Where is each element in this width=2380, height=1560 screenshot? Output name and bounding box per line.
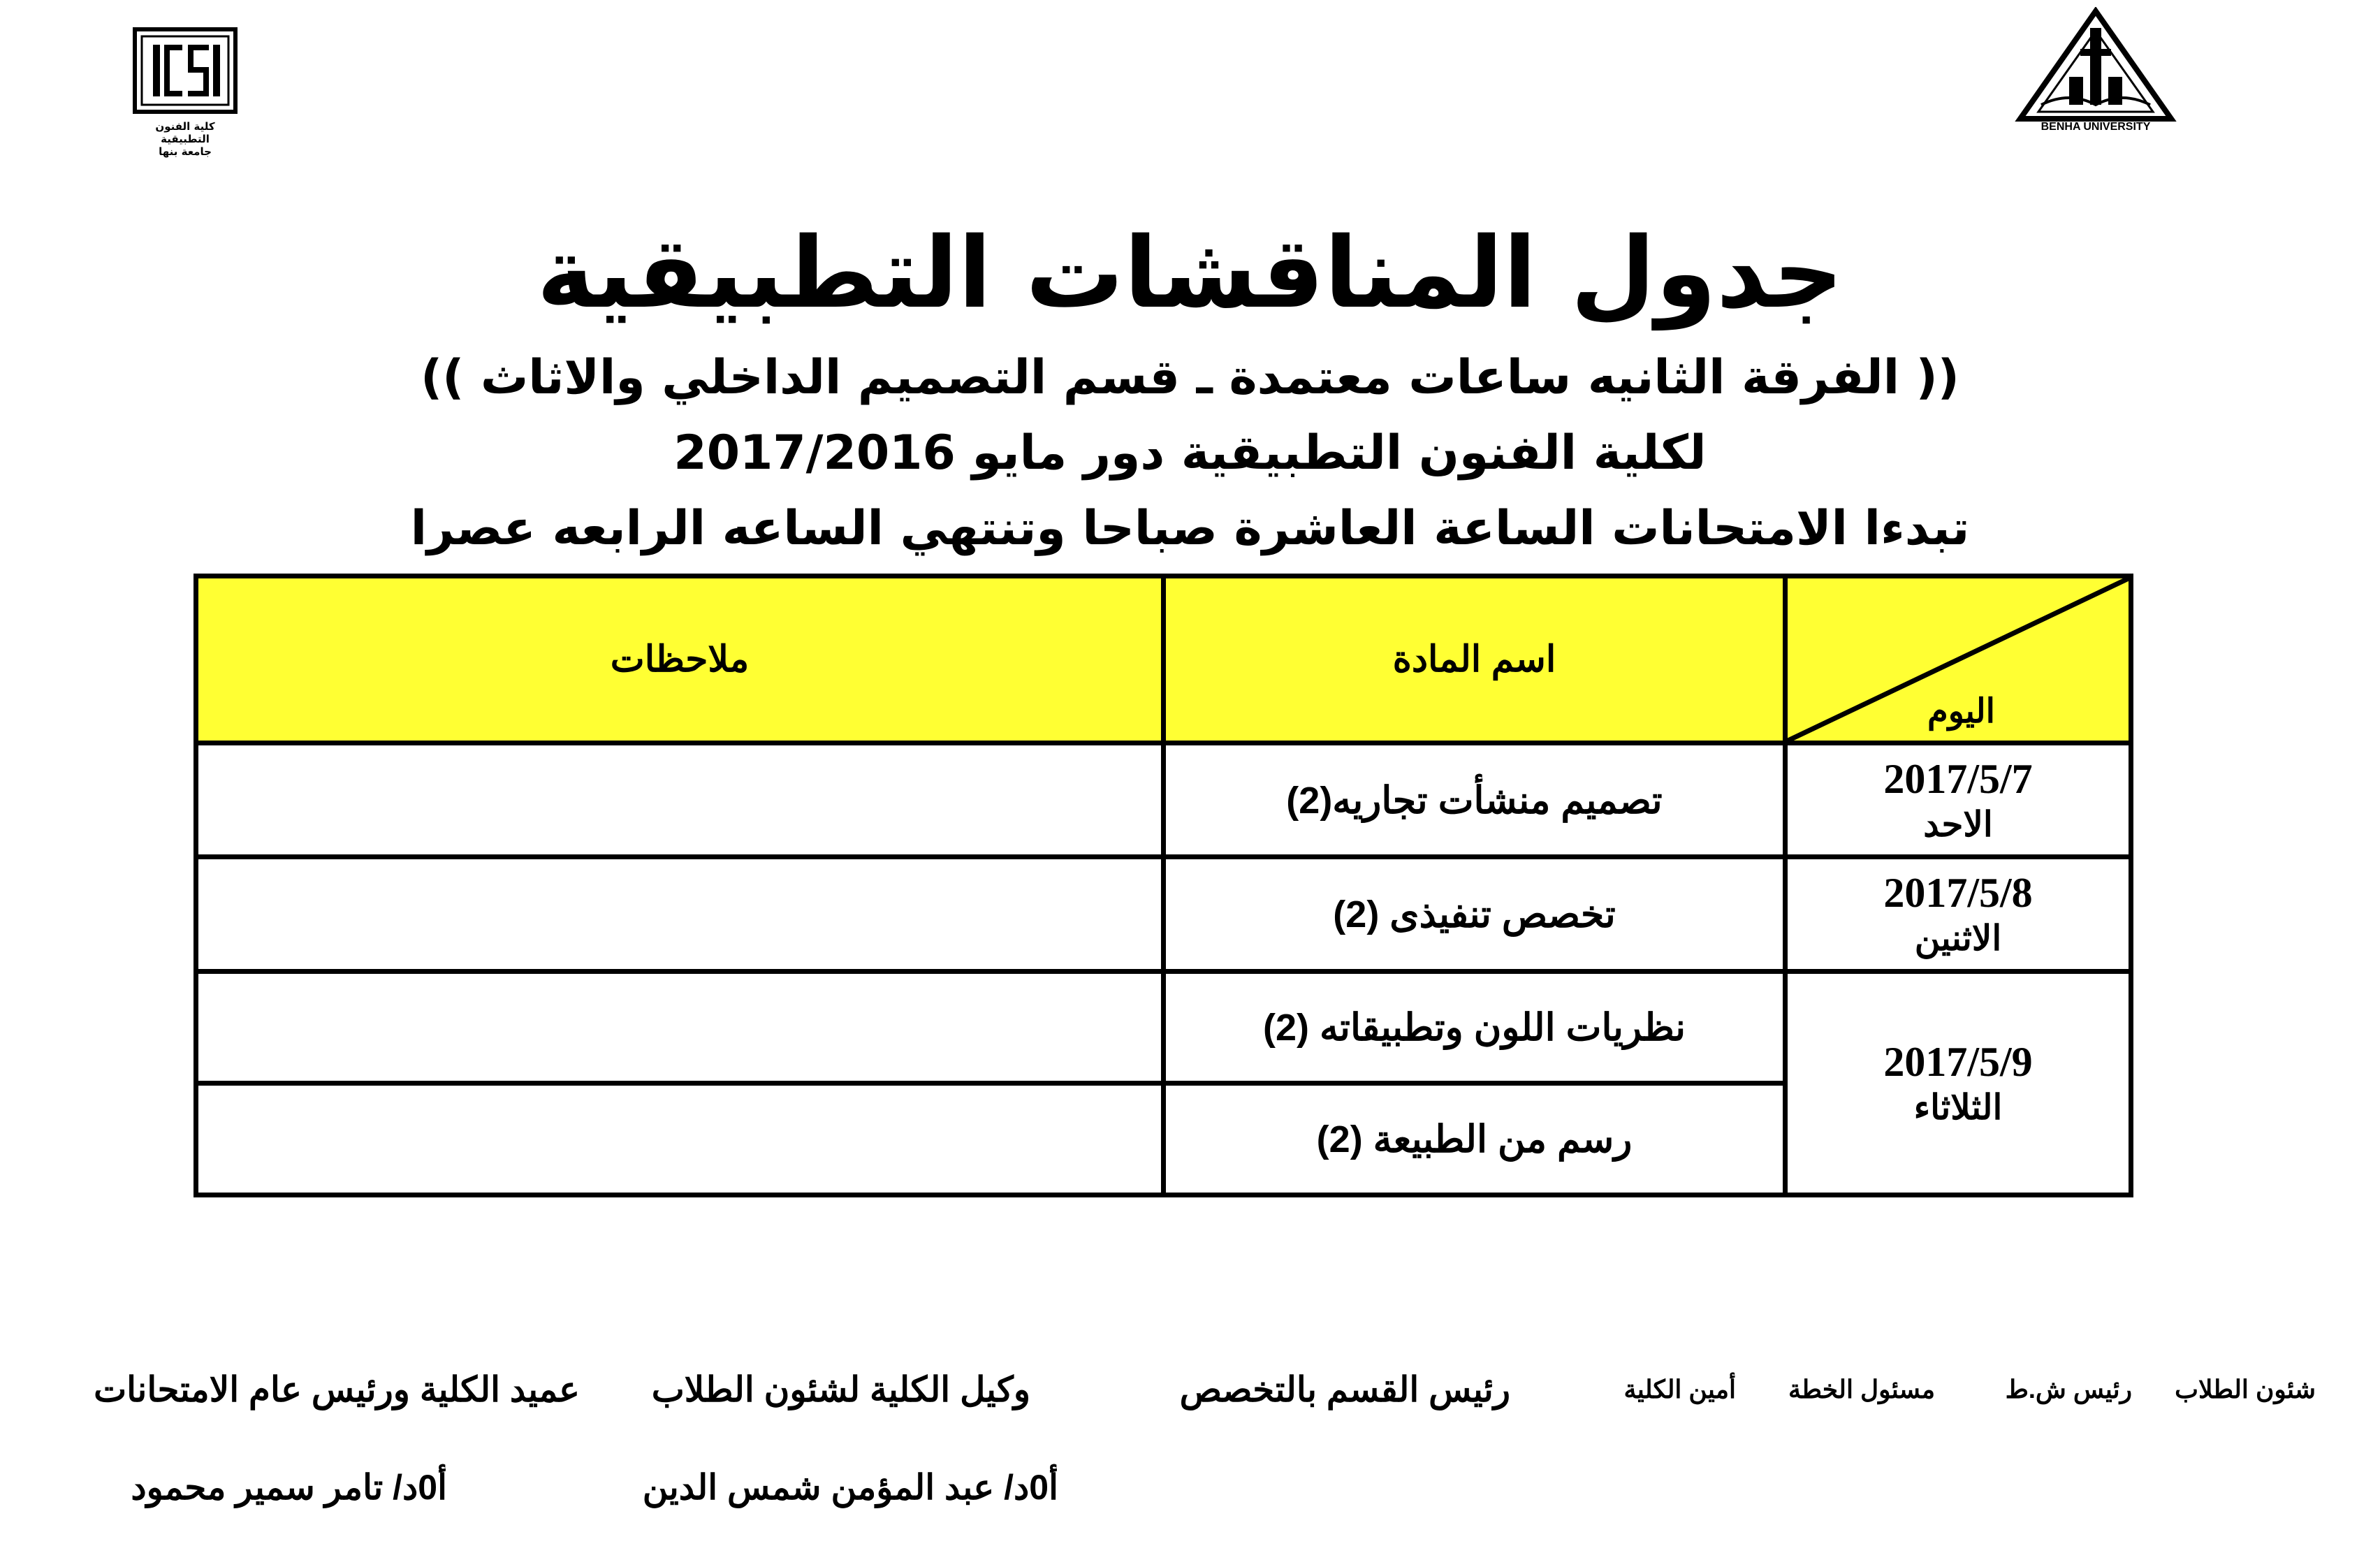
page-title: جدول المناقشات التطبيقية (536, 217, 1844, 330)
subject-cell: نظريات اللون وتطبيقاته (2) (1164, 971, 1786, 1083)
day-header-label: اليوم (1927, 693, 1995, 731)
subject-cell: تصميم منشأت تجاريه(2) (1164, 743, 1786, 857)
schedule-table (194, 574, 2133, 1197)
subtitle-exam-hours: تبدءا الامتحانات الساعة العاشرة صباحا وتنتهي الساعه الرابعه عصرا (410, 501, 1970, 556)
university-logo-text: BENHA UNIVERSITY (2040, 121, 2151, 133)
subject-cell: تخصص تنفيذى (2) (1164, 857, 1786, 971)
table-row (196, 857, 2131, 971)
exam-date: 2017/5/7 (1883, 755, 2033, 802)
faculty-logo-caption: كلية الفنون التطبيقية (155, 120, 215, 145)
signature-dean-name: أ0د/ تامر سمير محمود (131, 1468, 447, 1507)
signature-plan-officer-title: مسئول الخطة (1788, 1375, 1935, 1404)
signature-vice-dean-name: أ0د/ عبد المؤمن شمس الدين (642, 1468, 1058, 1507)
signature-head-sht-title: رئيس ش.ط (2005, 1375, 2132, 1404)
faculty-emblem-icon (129, 27, 241, 117)
exam-day: الثلاثاء (1913, 1087, 2003, 1127)
table-header-row (196, 576, 2131, 743)
exam-day: الاثنين (1914, 919, 2002, 958)
subtitle-session: لكلية الفنون التطبيقية دور مايو 2017/2016 (673, 425, 1707, 481)
day-cell (1786, 743, 2131, 857)
subject-header: اسم المادة (1164, 576, 1786, 743)
day-header (1786, 576, 2131, 743)
signature-secretary-title: أمين الكلية (1623, 1375, 1736, 1404)
benha-university-emblem-icon (2013, 7, 2178, 133)
exam-date: 2017/5/9 (1883, 1038, 2033, 1085)
notes-cell (196, 743, 1164, 857)
faculty-logo (129, 27, 241, 166)
university-logo-caption: جامعة بنها (159, 145, 212, 158)
signature-dept-head-title: رئيس القسم بالتخصص (1179, 1370, 1510, 1409)
day-cell (1786, 971, 2131, 1195)
notes-cell (196, 1083, 1164, 1195)
table-row (196, 743, 2131, 857)
notes-cell (196, 971, 1164, 1083)
university-logo (2013, 7, 2178, 133)
subject-cell: رسم من الطبيعة (2) (1164, 1083, 1786, 1195)
subtitle-department: (( الفرقة الثانيه ساعات معتمدة ـ قسم التصميم الداخلي والاثاث )) (421, 350, 1959, 405)
day-cell (1786, 857, 2131, 971)
signature-student-affairs-title: شئون الطلاب (2175, 1375, 2316, 1404)
signature-dean-title: عميد الكلية ورئيس عام الامتحانات (94, 1370, 580, 1409)
table-row (196, 971, 2131, 1083)
exam-day: الاحد (1923, 804, 1993, 844)
signature-vice-dean-title: وكيل الكلية لشئون الطلاب (651, 1370, 1030, 1409)
exam-date: 2017/5/8 (1883, 870, 2033, 917)
notes-header: ملاحظات (196, 576, 1164, 743)
notes-cell (196, 857, 1164, 971)
